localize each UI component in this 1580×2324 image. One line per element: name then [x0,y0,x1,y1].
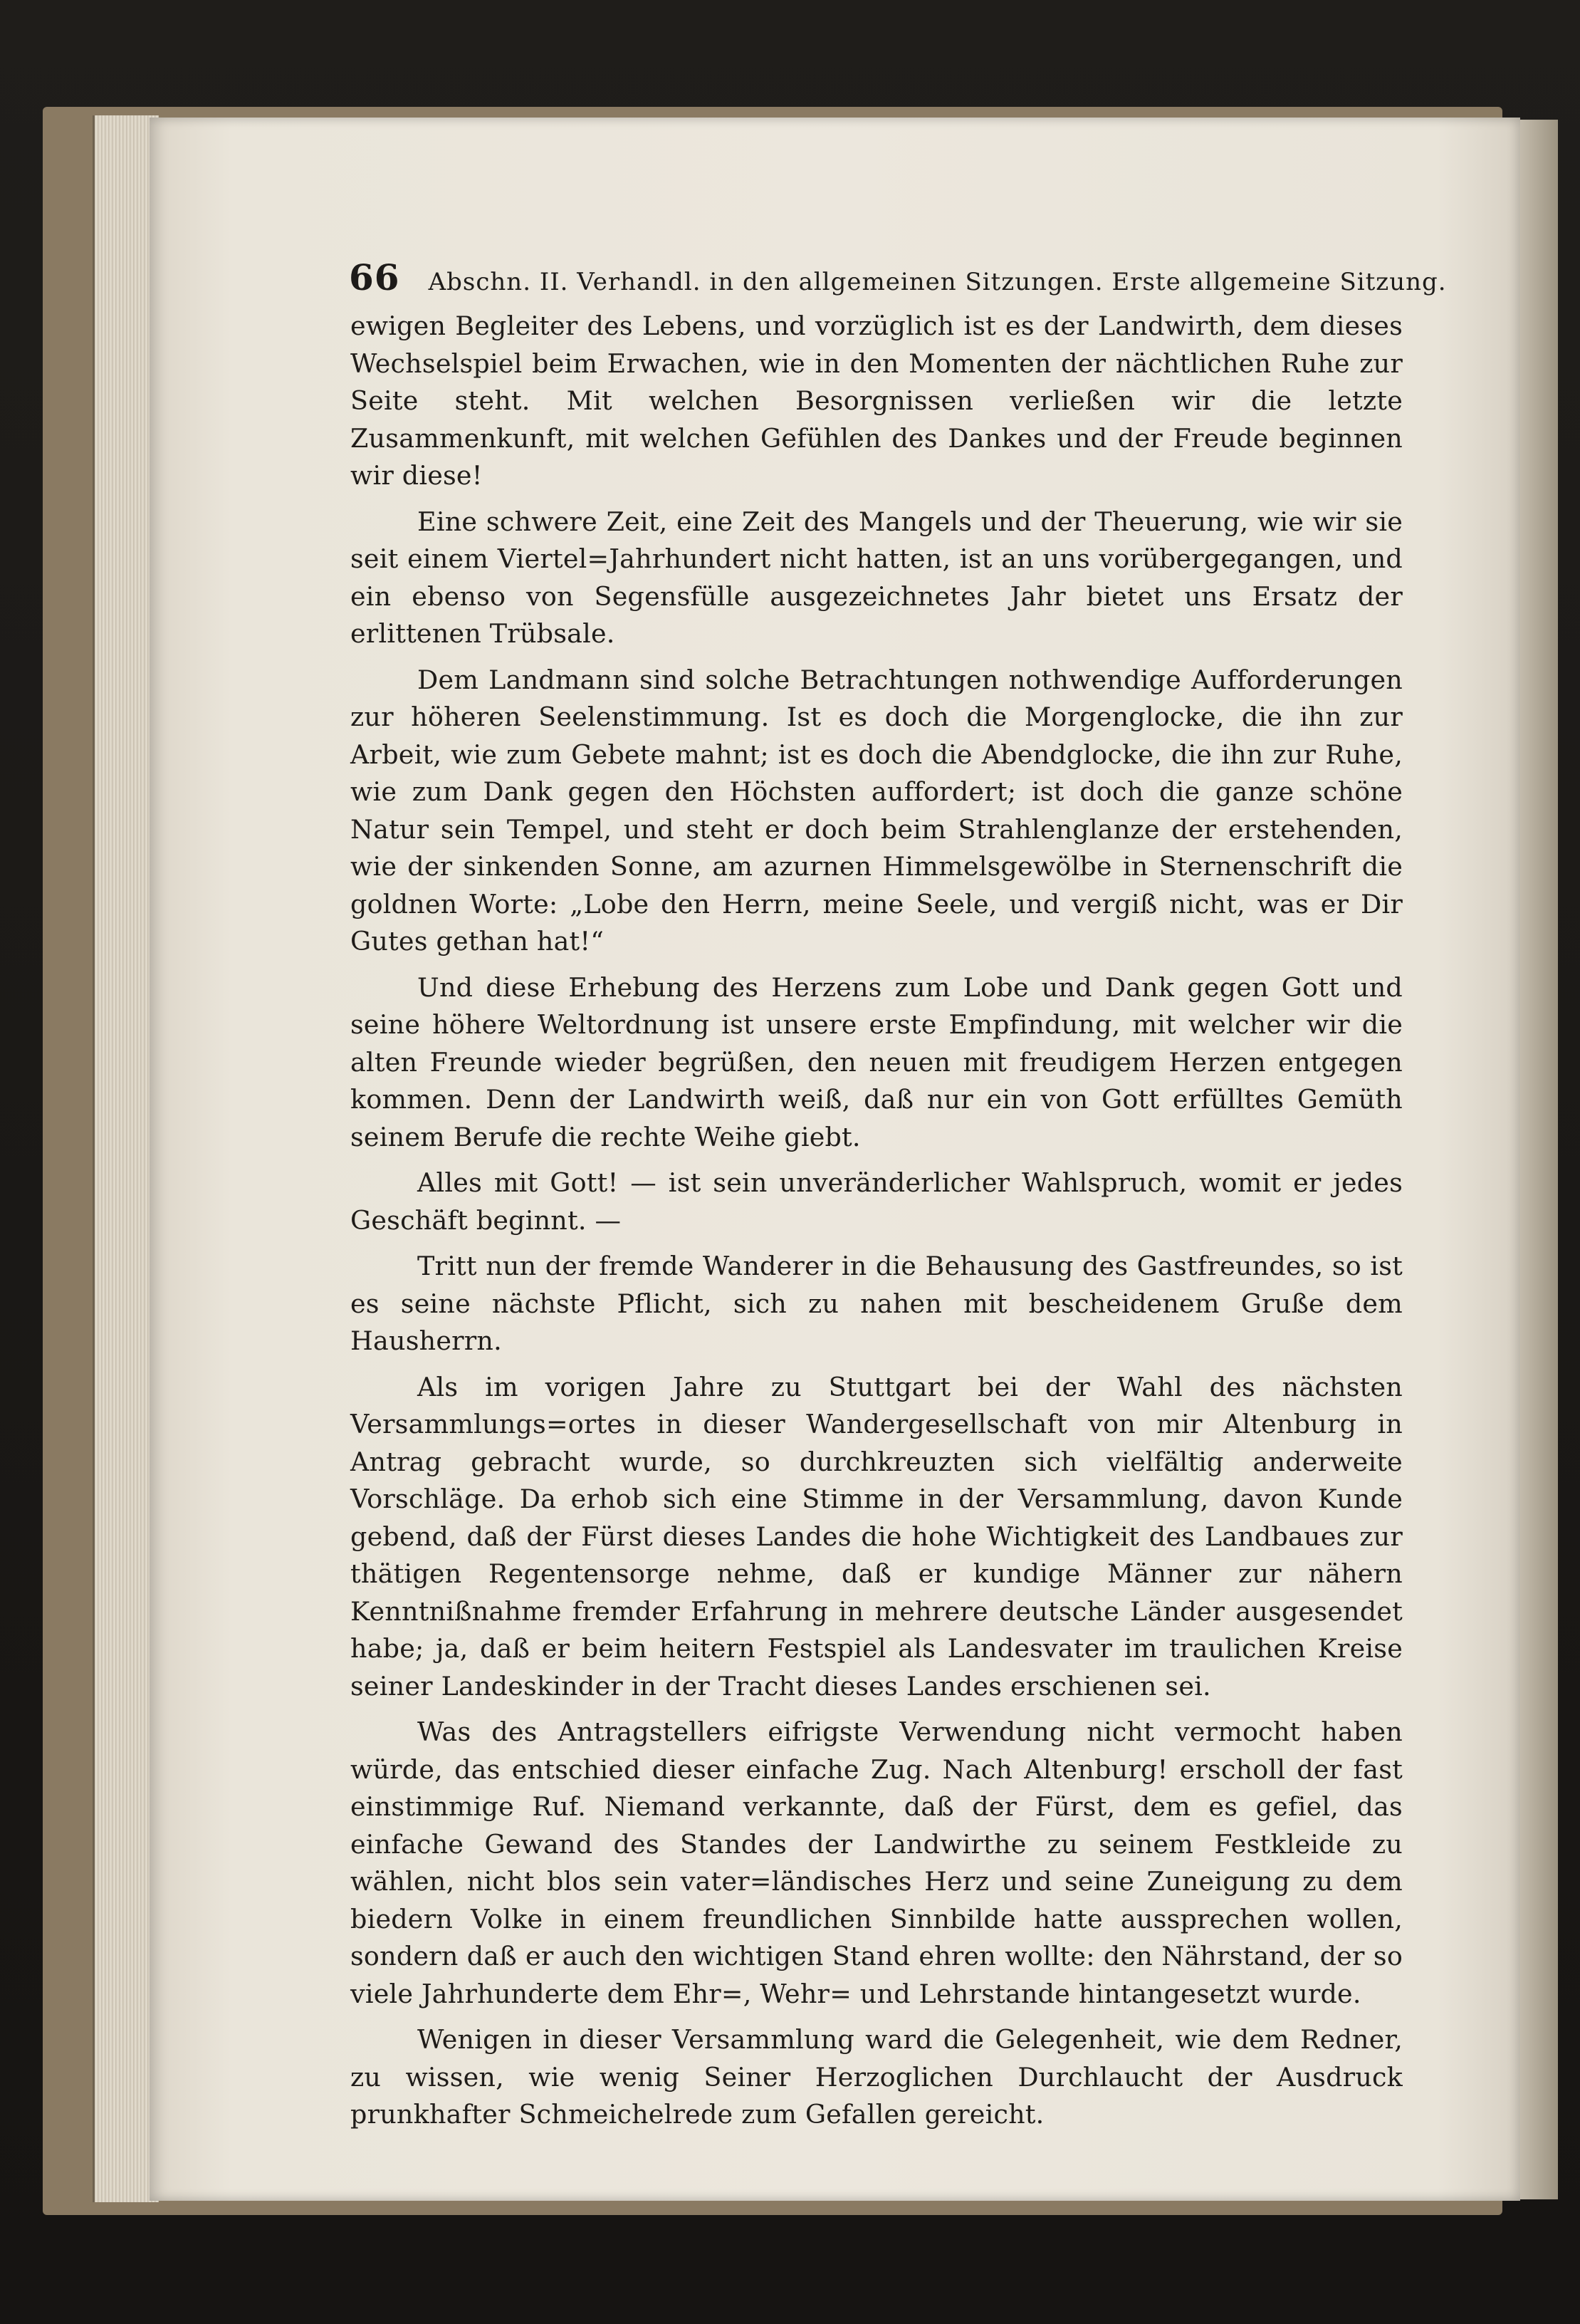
running-head: Abschn. II. Verhandl. in den allgemeinen Sitzungen. Erste allgemeine Sitzung. [428,268,1447,296]
paragraph-1: ewigen Begleiter des Lebens, und vorzüglich ist es der Landwirth, dem dieses Wechselspiel beim Erwachen, wie in den Momenten der nächtlichen Ruhe zur Seite steht. Mit welchen Besorgnissen verließen wir die letzte Zusammenkunft, mit welchen Gefühlen des Dankes und der Freude beginnen wir diese! [350,311,1403,491]
page-number: 66 [349,256,400,298]
paragraph-5: Alles mit Gott! — ist sein unveränderlicher Wahlspruch, womit er jedes Geschäft beginnt. — [350,1167,1403,1236]
paragraph-2: Eine schwere Zeit, eine Zeit des Mangels und der Theuerung, wie wir sie seit einem Viertel=Jahrhundert nicht hatten, ist an uns vorübergegangen, und ein ebenso von Segensfülle ausgezeichnetes Jahr bietet uns Ersatz der erlittenen Trübsale. [350,506,1403,649]
paragraph-7: Als im vorigen Jahre zu Stuttgart bei der Wahl des nächsten Versammlungs=ortes in dieser Wandergesellschaft von mir Altenburg in Antrag gebracht wurde, so durchkreuzten sich vielfältig anderweite Vorschläge. Da erhob sich eine Stimme in der Versammlung, davon Kunde gebend, daß der Fürst dieses Landes die hohe Wichtigkeit des Landbaues zur thätigen Regentensorge nehme, daß er kundige Männer zur nähern Kenntnißnahme fremder Erfahrung in mehrere deutsche Länder ausgesendet habe; ja, daß er beim heitern Festspiel als Landesvater im traulichen Kreise seiner Landeskinder in der Tracht dieses Landes erschienen sei. [350,1371,1403,1702]
body-text [350,308,1403,2142]
paragraph-9: Wenigen in dieser Versammlung ward die Gelegenheit, wie dem Redner, zu wissen, wie wenig Seiner Herzoglichen Durchlaucht der Ausdruck prunkhafter Schmeichelrede zum Gefallen gereicht. [350,2024,1403,2130]
right-page-edge [1515,120,1558,2199]
paragraph-4: Und diese Erhebung des Herzens zum Lobe und Dank gegen Gott und seine höhere Weltordnung ist unsere erste Empfindung, mit welcher wir die alten Freunde wieder begrüßen, den neuen mit freudigem Herzen entgegen kommen. Denn der Landwirth weiß, daß nur ein von Gott erfülltes Gemüth seinem Berufe die rechte Weihe giebt. [350,971,1403,1152]
paragraph-8: Was des Antragstellers eifrigste Verwendung nicht vermocht haben würde, das entschied dieser einfache Zug. Nach Altenburg! erscholl der fast einstimmige Ruf. Niemand verkannte, daß der Fürst, dem es gefiel, das einfache Gewand des Standes der Landwirthe zu seinem Festkleide zu wählen, nicht blos sein vater=ländisches Herz und seine Zuneigung zu dem biedern Volke in einem freundlichen Sinnbilde hatte aussprechen wollen, sondern daß er auch den wichtigen Stand ehren wollte: den Nährstand, der so viele Jahrhunderte dem Ehr=, Wehr= und Lehrstande hintangesetzt wurde. [350,1716,1403,2009]
paragraph-3: Dem Landmann sind solche Betrachtungen nothwendige Aufforderungen zur höheren Seelenstimmung. Ist es doch die Morgenglocke, die ihn zur Arbeit, wie zum Gebete mahnt; ist es doch die Abendglocke, die ihn zur Ruhe, wie zum Dank gegen den Höchsten auffordert; ist doch die ganze schöne Natur sein Tempel, und steht er doch beim Strahlenglanze der erstehenden, wie der sinkenden Sonne, am azurnen Himmelsgewölbe in Sternenschrift die goldnen Worte: „Lobe den Herrn, meine Seele, und vergiß nicht, was er Dir Gutes gethan hat!“ [350,664,1403,957]
paragraph-6: Tritt nun der fremde Wanderer in die Behausung des Gastfreundes, so ist es seine nächste Pflicht, sich zu nahen mit bescheidenem Gruße dem Hausherrn. [350,1251,1403,1356]
page-header [349,256,1447,299]
